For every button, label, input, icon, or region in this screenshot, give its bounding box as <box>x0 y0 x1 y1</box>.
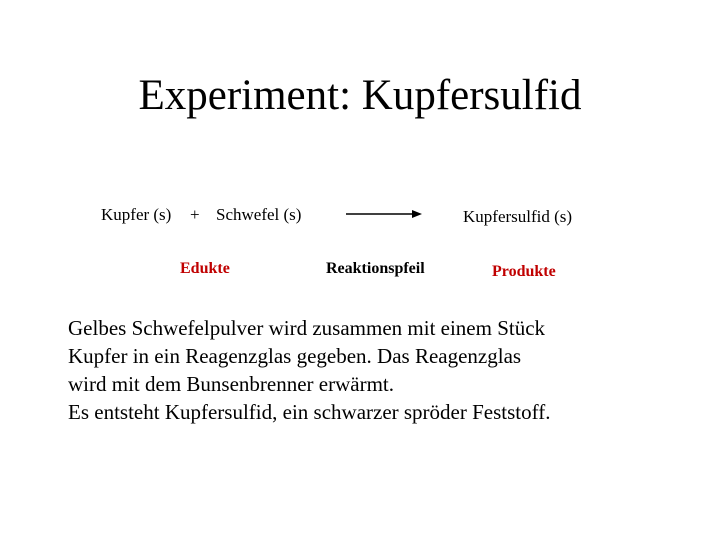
product-copper-sulfide: Kupfersulfid (s) <box>463 207 573 226</box>
reactant-copper: Kupfer (s) <box>101 205 172 224</box>
plus-sign: + <box>190 205 200 224</box>
label-edukte: Edukte <box>180 260 230 277</box>
reactant-sulfur: Schwefel (s) <box>216 205 302 224</box>
label-reaktionspfeil: Reaktionspfeil <box>326 260 425 277</box>
label-produkte: Produkte <box>492 263 556 280</box>
description-line: Es entsteht Kupfersulfid, ein schwarzer spröder Feststoff. <box>68 400 551 424</box>
description-line: Gelbes Schwefelpulver wird zusammen mit einem Stück <box>68 316 546 340</box>
description-line: wird mit dem Bunsenbrenner erwärmt. <box>68 372 394 396</box>
experiment-description <box>68 314 708 426</box>
page-title: Experiment: Kupfersulfid <box>138 72 582 119</box>
description-line: Kupfer in ein Reagenzglas gegeben. Das Reagenzglas <box>68 344 522 368</box>
right-arrow-icon <box>346 207 422 221</box>
